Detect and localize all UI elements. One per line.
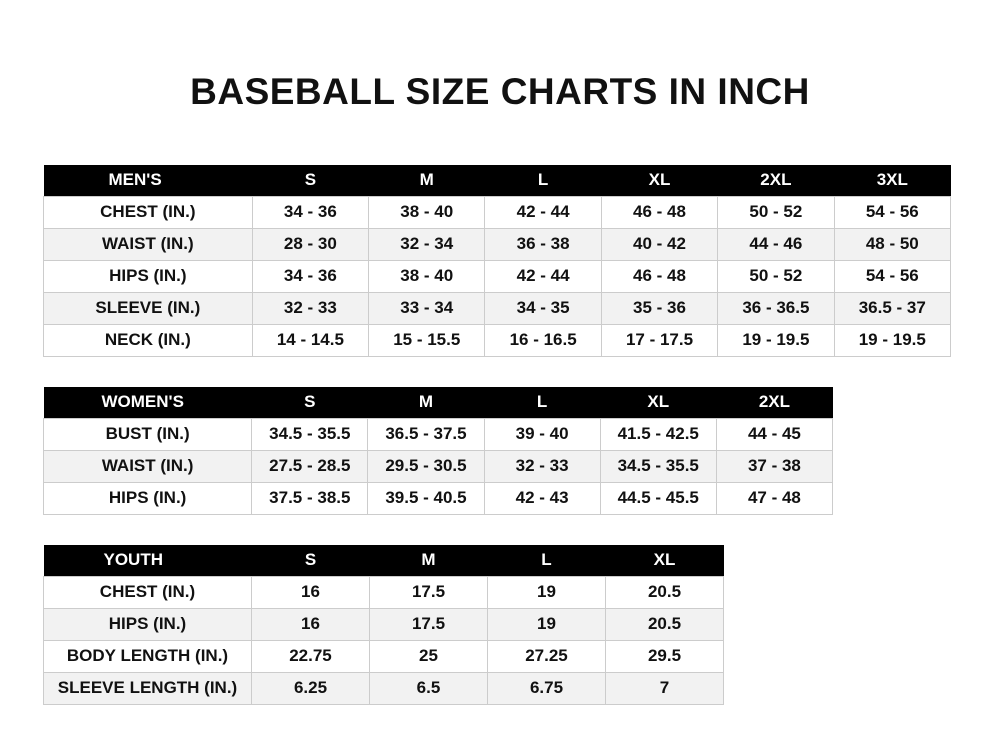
- mens-waist-2xl: 44 - 46: [718, 228, 834, 260]
- youth-table-header: [44, 545, 724, 577]
- womens-header-xl: XL: [600, 387, 716, 419]
- youth-chest-s: 16: [252, 576, 370, 608]
- mens-header-l: L: [485, 165, 601, 197]
- size-tables-container: [0, 165, 1000, 705]
- mens-size-table: [43, 165, 951, 357]
- womens-header-l: L: [484, 387, 600, 419]
- womens-row-label-bust: BUST (IN.): [44, 418, 252, 450]
- youth-header-category: YOUTH: [44, 545, 252, 577]
- mens-row-label-sleeve: SLEEVE (IN.): [44, 292, 253, 324]
- youth-header-s: S: [252, 545, 370, 577]
- page-title: BASEBALL SIZE CHARTS IN INCH: [190, 71, 810, 112]
- table-row: [44, 260, 951, 292]
- womens-bust-2xl: 44 - 45: [716, 418, 832, 450]
- womens-table-header: [44, 387, 833, 419]
- youth-chest-m: 17.5: [370, 576, 488, 608]
- youth-chest-l: 19: [488, 576, 606, 608]
- table-header-row: [44, 387, 833, 419]
- mens-row-label-chest: CHEST (IN.): [44, 196, 253, 228]
- mens-chest-2xl: 50 - 52: [718, 196, 834, 228]
- youth-body-length-m: 25: [370, 640, 488, 672]
- mens-waist-xl: 40 - 42: [601, 228, 717, 260]
- womens-header-2xl: 2XL: [716, 387, 832, 419]
- mens-sleeve-3xl: 36.5 - 37: [834, 292, 950, 324]
- mens-chest-3xl: 54 - 56: [834, 196, 950, 228]
- mens-header-category: MEN'S: [44, 165, 253, 197]
- mens-row-label-neck: NECK (IN.): [44, 324, 253, 356]
- womens-waist-m: 29.5 - 30.5: [368, 450, 484, 482]
- mens-hips-3xl: 54 - 56: [834, 260, 950, 292]
- womens-bust-s: 34.5 - 35.5: [252, 418, 368, 450]
- youth-sleeve-length-xl: 7: [606, 672, 724, 704]
- table-row: [44, 450, 833, 482]
- womens-hips-xl: 44.5 - 45.5: [600, 482, 716, 514]
- youth-header-xl: XL: [606, 545, 724, 577]
- mens-hips-xl: 46 - 48: [601, 260, 717, 292]
- table-row: [44, 324, 951, 356]
- mens-sleeve-l: 34 - 35: [485, 292, 601, 324]
- womens-bust-xl: 41.5 - 42.5: [600, 418, 716, 450]
- table-row: [44, 576, 724, 608]
- youth-sleeve-length-l: 6.75: [488, 672, 606, 704]
- mens-header-xl: XL: [601, 165, 717, 197]
- youth-row-label-body-length: BODY LENGTH (IN.): [44, 640, 252, 672]
- womens-bust-m: 36.5 - 37.5: [368, 418, 484, 450]
- womens-waist-xl: 34.5 - 35.5: [600, 450, 716, 482]
- womens-hips-s: 37.5 - 38.5: [252, 482, 368, 514]
- mens-neck-m: 15 - 15.5: [369, 324, 485, 356]
- womens-hips-m: 39.5 - 40.5: [368, 482, 484, 514]
- mens-header-m: M: [369, 165, 485, 197]
- table-header-row: [44, 165, 951, 197]
- youth-header-l: L: [488, 545, 606, 577]
- mens-chest-l: 42 - 44: [485, 196, 601, 228]
- womens-header-s: S: [252, 387, 368, 419]
- mens-waist-s: 28 - 30: [252, 228, 368, 260]
- mens-waist-l: 36 - 38: [485, 228, 601, 260]
- youth-chest-xl: 20.5: [606, 576, 724, 608]
- youth-size-table: [43, 545, 724, 705]
- table-row: [44, 418, 833, 450]
- table-row: [44, 672, 724, 704]
- womens-waist-l: 32 - 33: [484, 450, 600, 482]
- mens-waist-3xl: 48 - 50: [834, 228, 950, 260]
- table-row: [44, 228, 951, 260]
- mens-hips-2xl: 50 - 52: [718, 260, 834, 292]
- mens-neck-s: 14 - 14.5: [252, 324, 368, 356]
- table-header-row: [44, 545, 724, 577]
- womens-waist-2xl: 37 - 38: [716, 450, 832, 482]
- table-row: [44, 196, 951, 228]
- mens-chest-xl: 46 - 48: [601, 196, 717, 228]
- womens-bust-l: 39 - 40: [484, 418, 600, 450]
- mens-row-label-hips: HIPS (IN.): [44, 260, 253, 292]
- youth-sleeve-length-m: 6.5: [370, 672, 488, 704]
- table-row: [44, 292, 951, 324]
- womens-size-table: [43, 387, 833, 515]
- mens-row-label-waist: WAIST (IN.): [44, 228, 253, 260]
- youth-sleeve-length-s: 6.25: [252, 672, 370, 704]
- youth-body-length-l: 27.25: [488, 640, 606, 672]
- womens-table-body: [44, 418, 833, 514]
- womens-hips-l: 42 - 43: [484, 482, 600, 514]
- mens-table-header: [44, 165, 951, 197]
- mens-chest-m: 38 - 40: [369, 196, 485, 228]
- mens-sleeve-2xl: 36 - 36.5: [718, 292, 834, 324]
- mens-neck-3xl: 19 - 19.5: [834, 324, 950, 356]
- youth-hips-l: 19: [488, 608, 606, 640]
- mens-waist-m: 32 - 34: [369, 228, 485, 260]
- youth-body-length-xl: 29.5: [606, 640, 724, 672]
- table-row: [44, 608, 724, 640]
- youth-row-label-sleeve-length: SLEEVE LENGTH (IN.): [44, 672, 252, 704]
- mens-header-2xl: 2XL: [718, 165, 834, 197]
- mens-table-body: [44, 196, 951, 356]
- youth-body-length-s: 22.75: [252, 640, 370, 672]
- table-row: [44, 640, 724, 672]
- mens-sleeve-s: 32 - 33: [252, 292, 368, 324]
- youth-hips-s: 16: [252, 608, 370, 640]
- youth-row-label-chest: CHEST (IN.): [44, 576, 252, 608]
- womens-row-label-hips: HIPS (IN.): [44, 482, 252, 514]
- womens-waist-s: 27.5 - 28.5: [252, 450, 368, 482]
- youth-table-body: [44, 576, 724, 704]
- youth-row-label-hips: HIPS (IN.): [44, 608, 252, 640]
- mens-sleeve-m: 33 - 34: [369, 292, 485, 324]
- youth-header-m: M: [370, 545, 488, 577]
- youth-hips-xl: 20.5: [606, 608, 724, 640]
- youth-hips-m: 17.5: [370, 608, 488, 640]
- womens-header-category: WOMEN'S: [44, 387, 252, 419]
- mens-sleeve-xl: 35 - 36: [601, 292, 717, 324]
- womens-row-label-waist: WAIST (IN.): [44, 450, 252, 482]
- mens-neck-l: 16 - 16.5: [485, 324, 601, 356]
- mens-hips-m: 38 - 40: [369, 260, 485, 292]
- mens-neck-xl: 17 - 17.5: [601, 324, 717, 356]
- mens-hips-s: 34 - 36: [252, 260, 368, 292]
- table-row: [44, 482, 833, 514]
- mens-neck-2xl: 19 - 19.5: [718, 324, 834, 356]
- womens-hips-2xl: 47 - 48: [716, 482, 832, 514]
- womens-header-m: M: [368, 387, 484, 419]
- mens-header-3xl: 3XL: [834, 165, 950, 197]
- mens-chest-s: 34 - 36: [252, 196, 368, 228]
- mens-hips-l: 42 - 44: [485, 260, 601, 292]
- mens-header-s: S: [252, 165, 368, 197]
